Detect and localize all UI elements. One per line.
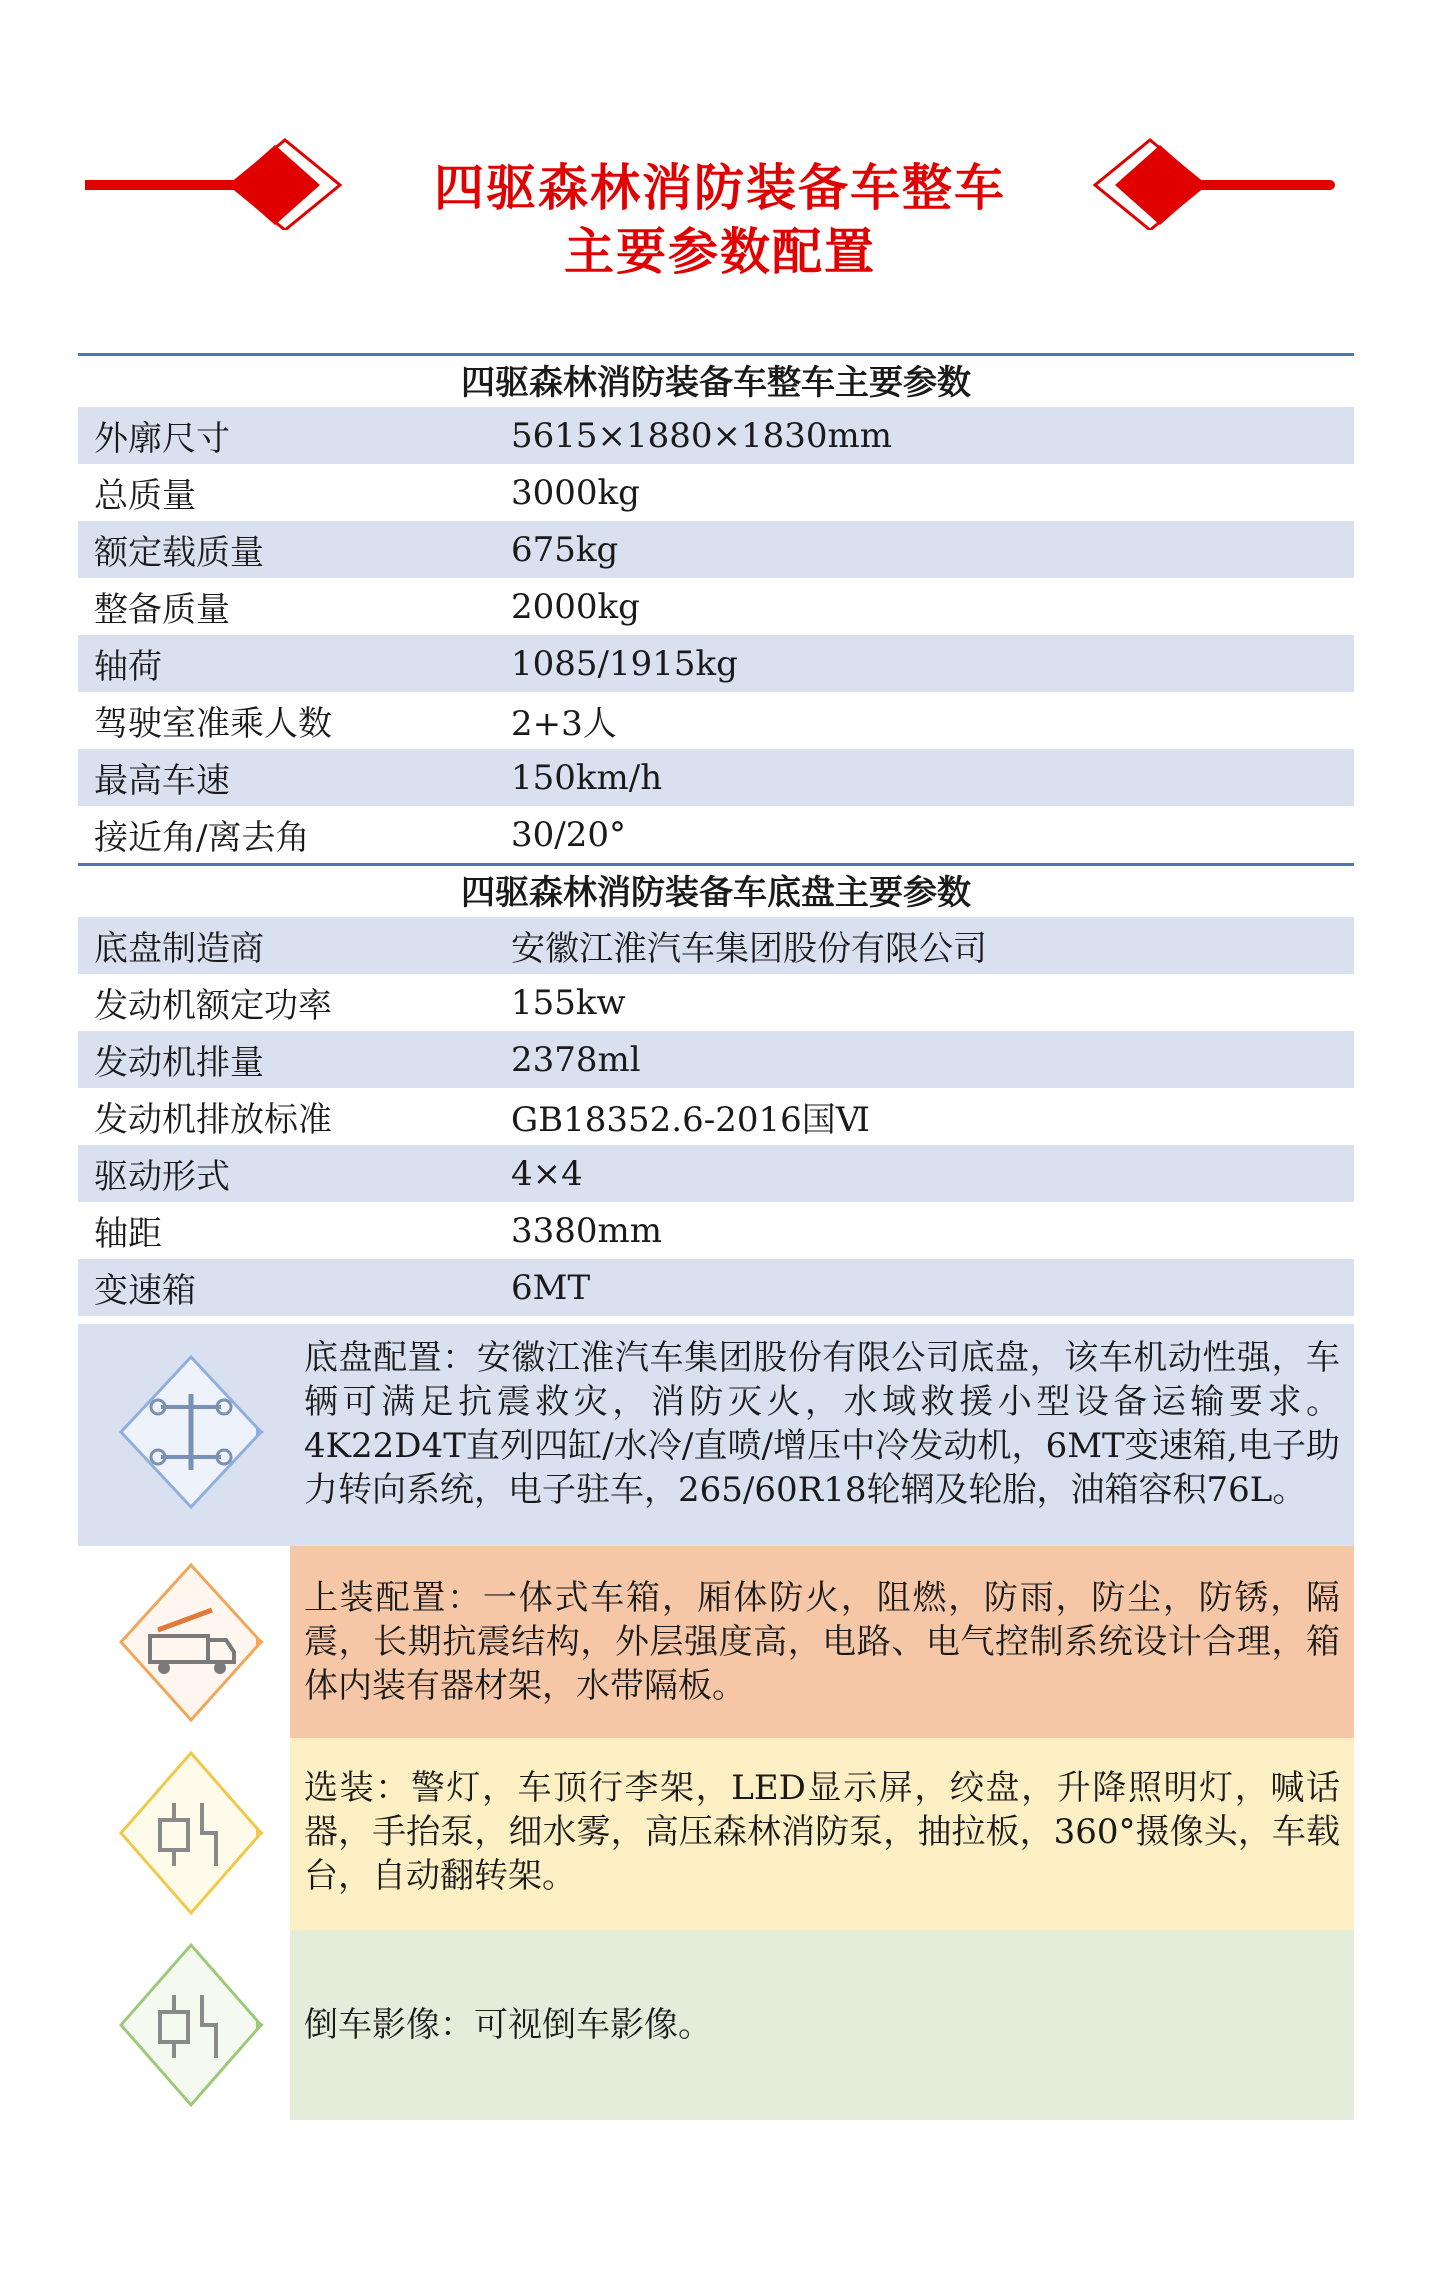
table-row <box>78 749 1354 806</box>
reverse-camera-block <box>78 1930 1354 2120</box>
config-icon-cell <box>78 1324 290 1546</box>
param-value: 安徽江淮汽车集团股份有限公司 <box>511 929 987 969</box>
chassis-config-text: 底盘配置：安徽江淮汽车集团股份有限公司底盘，该车机动性强，车辆可满足抗震救灾，消防灭火，水域救援小型设备运输要求。4K22D4T直列四缸/水冷/直喷/增压中冷发动机，6MT变速箱,电子助力转向系统，电子驻车，265/60R18轮辋及轮胎，油箱容积76L。 <box>304 1338 1340 1510</box>
param-key: 驾驶室准乘人数 <box>94 704 332 744</box>
param-key: 底盘制造商 <box>94 929 264 969</box>
param-key: 变速箱 <box>94 1271 196 1311</box>
param-key: 最高车速 <box>94 761 230 801</box>
chassis-axle-icon <box>116 1352 266 1512</box>
table-row <box>78 974 1354 1031</box>
param-key: 发动机排放标准 <box>94 1100 332 1140</box>
right-ornament-icon <box>1080 130 1350 230</box>
table-row <box>78 1259 1354 1316</box>
table-row <box>78 635 1354 692</box>
gear-shift-icon <box>116 1748 266 1918</box>
options-block <box>78 1738 1354 1930</box>
table-row <box>78 1031 1354 1088</box>
param-value: 675kg <box>511 529 619 570</box>
header <box>0 0 1440 320</box>
body-config-block <box>78 1546 1354 1738</box>
param-value: 2+3人 <box>511 704 617 744</box>
body-config-text: 上装配置：一体式车箱，厢体防火，阻燃，防雨，防尘，防锈，隔震，长期抗震结构，外层强度高，电路、电气控制系统设计合理，箱体内装有器材架，水带隔板。 <box>290 1546 1354 1738</box>
options-text: 选装：警灯，车顶行李架，LED显示屏，绞盘，升降照明灯，喊话器，手抬泵，细水雾，高压森林消防泵，抽拉板，360°摄像头，车载台，自动翻转架。 <box>290 1738 1354 1930</box>
table-row <box>78 692 1354 749</box>
param-key: 发动机排量 <box>94 1043 264 1083</box>
param-key: 接近角/离去角 <box>94 818 310 858</box>
param-value: 30/20° <box>511 814 626 855</box>
reverse-camera-text <box>290 1930 1354 2120</box>
page-title: 四驱森林消防装备车整车 <box>434 159 1006 217</box>
param-value: 2378ml <box>511 1039 641 1080</box>
param-value: 1085/1915kg <box>511 643 738 684</box>
table-row <box>78 521 1354 578</box>
param-key: 发动机额定功率 <box>94 986 332 1026</box>
chassis-config-block <box>78 1324 1354 1546</box>
param-key: 外廓尺寸 <box>94 419 230 459</box>
table-row <box>78 1202 1354 1259</box>
param-value: 155kw <box>511 982 626 1023</box>
param-value: 6MT <box>511 1267 591 1308</box>
config-icon-cell <box>78 1738 290 1930</box>
params-table <box>78 353 1354 1316</box>
truck-icon <box>116 1560 266 1725</box>
param-key: 轴荷 <box>94 647 162 687</box>
table-row <box>78 1145 1354 1202</box>
reverse-camera-label: 倒车影像：可视倒车影像。 <box>304 2005 712 2045</box>
param-key: 轴距 <box>94 1214 162 1254</box>
param-key: 驱动形式 <box>94 1157 230 1197</box>
param-value: 2000kg <box>511 586 640 627</box>
table-row <box>78 806 1354 863</box>
table-row <box>78 407 1354 464</box>
param-value: 3380mm <box>511 1210 663 1251</box>
param-value: 3000kg <box>511 472 640 513</box>
table-row <box>78 1088 1354 1145</box>
chassis-params-heading: 四驱森林消防装备车底盘主要参数 <box>78 863 1354 917</box>
config-icon-cell <box>78 1546 290 1738</box>
param-value: 5615×1880×1830mm <box>511 415 893 456</box>
table-row <box>78 917 1354 974</box>
gear-shift-icon <box>116 1940 266 2110</box>
param-value: GB18352.6-2016国Ⅵ <box>511 1100 870 1140</box>
table-row <box>78 578 1354 635</box>
vehicle-params-heading: 四驱森林消防装备车整车主要参数 <box>78 353 1354 407</box>
page-subtitle: 主要参数配置 <box>564 223 876 281</box>
param-value: 150km/h <box>511 757 663 798</box>
param-key: 额定载质量 <box>94 533 264 573</box>
param-value: 4×4 <box>511 1153 583 1194</box>
param-key: 整备质量 <box>94 590 230 630</box>
config-icon-cell <box>78 1930 290 2120</box>
table-row <box>78 464 1354 521</box>
param-key: 总质量 <box>94 476 196 516</box>
